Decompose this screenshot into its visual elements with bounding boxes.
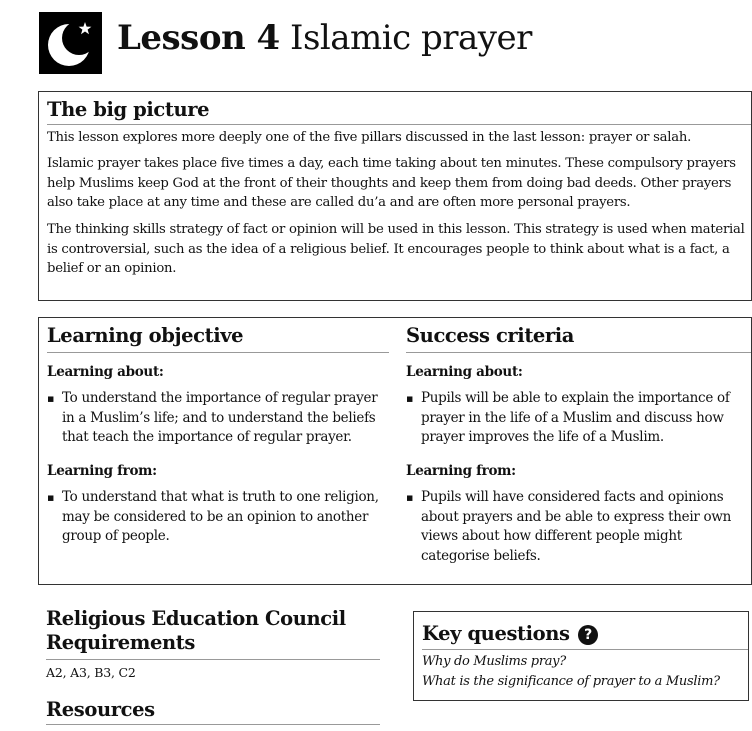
- list-item: [47, 389, 389, 448]
- rec-requirements-heading: Religious Education Council Requirements: [46, 607, 346, 654]
- key-questions-box: [413, 611, 749, 701]
- learning-about-label: Learning about:: [47, 364, 164, 380]
- key-question: Why do Muslims pray?: [422, 654, 566, 669]
- big-picture-paragraph: Islamic prayer takes place five times a day, each time taking about ten minutes. These compulsory prayers help Muslims keep God at the front of their thoughts and keep them from doing bad deeds. Other prayers also take place at any time and these are called du’a and are often more personal prayers.: [47, 156, 736, 210]
- list-item-text: To understand the importance of regular prayer in a Muslim’s life; and to understand the beliefs that teach the importance of regular prayer.: [62, 390, 378, 445]
- list-item-text: To understand that what is truth to one religion, may be considered to be an opinion to another group of people.: [62, 489, 379, 544]
- key-question: What is the significance of prayer to a Muslim?: [422, 674, 720, 689]
- question-circle-icon: ?: [578, 625, 598, 645]
- logo: [39, 12, 102, 74]
- list-item: [47, 488, 389, 547]
- divider: [46, 659, 380, 660]
- list-item: [406, 488, 751, 566]
- crescent-star-icon: [39, 12, 102, 74]
- learning-about-label: Learning about:: [406, 364, 523, 380]
- big-picture-heading: The big picture: [47, 98, 210, 121]
- list-item: [406, 389, 751, 448]
- big-picture-paragraph: This lesson explores more deeply one of the five pillars discussed in the last lesson: prayer or salah.: [47, 130, 692, 145]
- learning-from-label: Learning from:: [406, 463, 516, 479]
- learning-objective-heading: Learning objective: [47, 324, 244, 347]
- divider: [47, 352, 389, 353]
- divider: [406, 352, 751, 353]
- bullet-icon: ▪: [47, 392, 55, 405]
- bullet-icon: ▪: [406, 392, 414, 405]
- bullet-icon: ▪: [406, 491, 414, 504]
- list-item-text: Pupils will be able to explain the importance of prayer in the life of a Muslim and discuss how prayer improves the life of a Muslim.: [421, 390, 730, 445]
- big-picture-section: [38, 91, 752, 301]
- rec-requirement-codes: A2, A3, B3, C2: [46, 665, 136, 680]
- success-criteria-heading: Success criteria: [406, 324, 575, 347]
- divider: [47, 124, 751, 125]
- lesson-title: Islamic prayer: [290, 18, 532, 58]
- key-questions-title: Key questions: [422, 622, 570, 645]
- divider: [46, 724, 380, 725]
- list-item-text: Pupils will have considered facts and opinions about prayers and be able to express their own views about how different people might categorise beliefs.: [421, 489, 731, 564]
- learning-from-label: Learning from:: [47, 463, 157, 479]
- resources-heading: Resources: [46, 698, 155, 721]
- objectives-section: [38, 317, 752, 585]
- key-questions-heading: [422, 622, 598, 646]
- lesson-label: Lesson 4: [117, 18, 280, 58]
- big-picture-paragraph: The thinking skills strategy of fact or opinion will be used in this lesson. This strategy is used when material is controversial, such as the idea of a religious belief. It encourages people to think about what is a fact, a belief or an opinion.: [47, 222, 745, 276]
- divider: [422, 649, 748, 650]
- page-title: [117, 18, 532, 58]
- bullet-icon: ▪: [47, 491, 55, 504]
